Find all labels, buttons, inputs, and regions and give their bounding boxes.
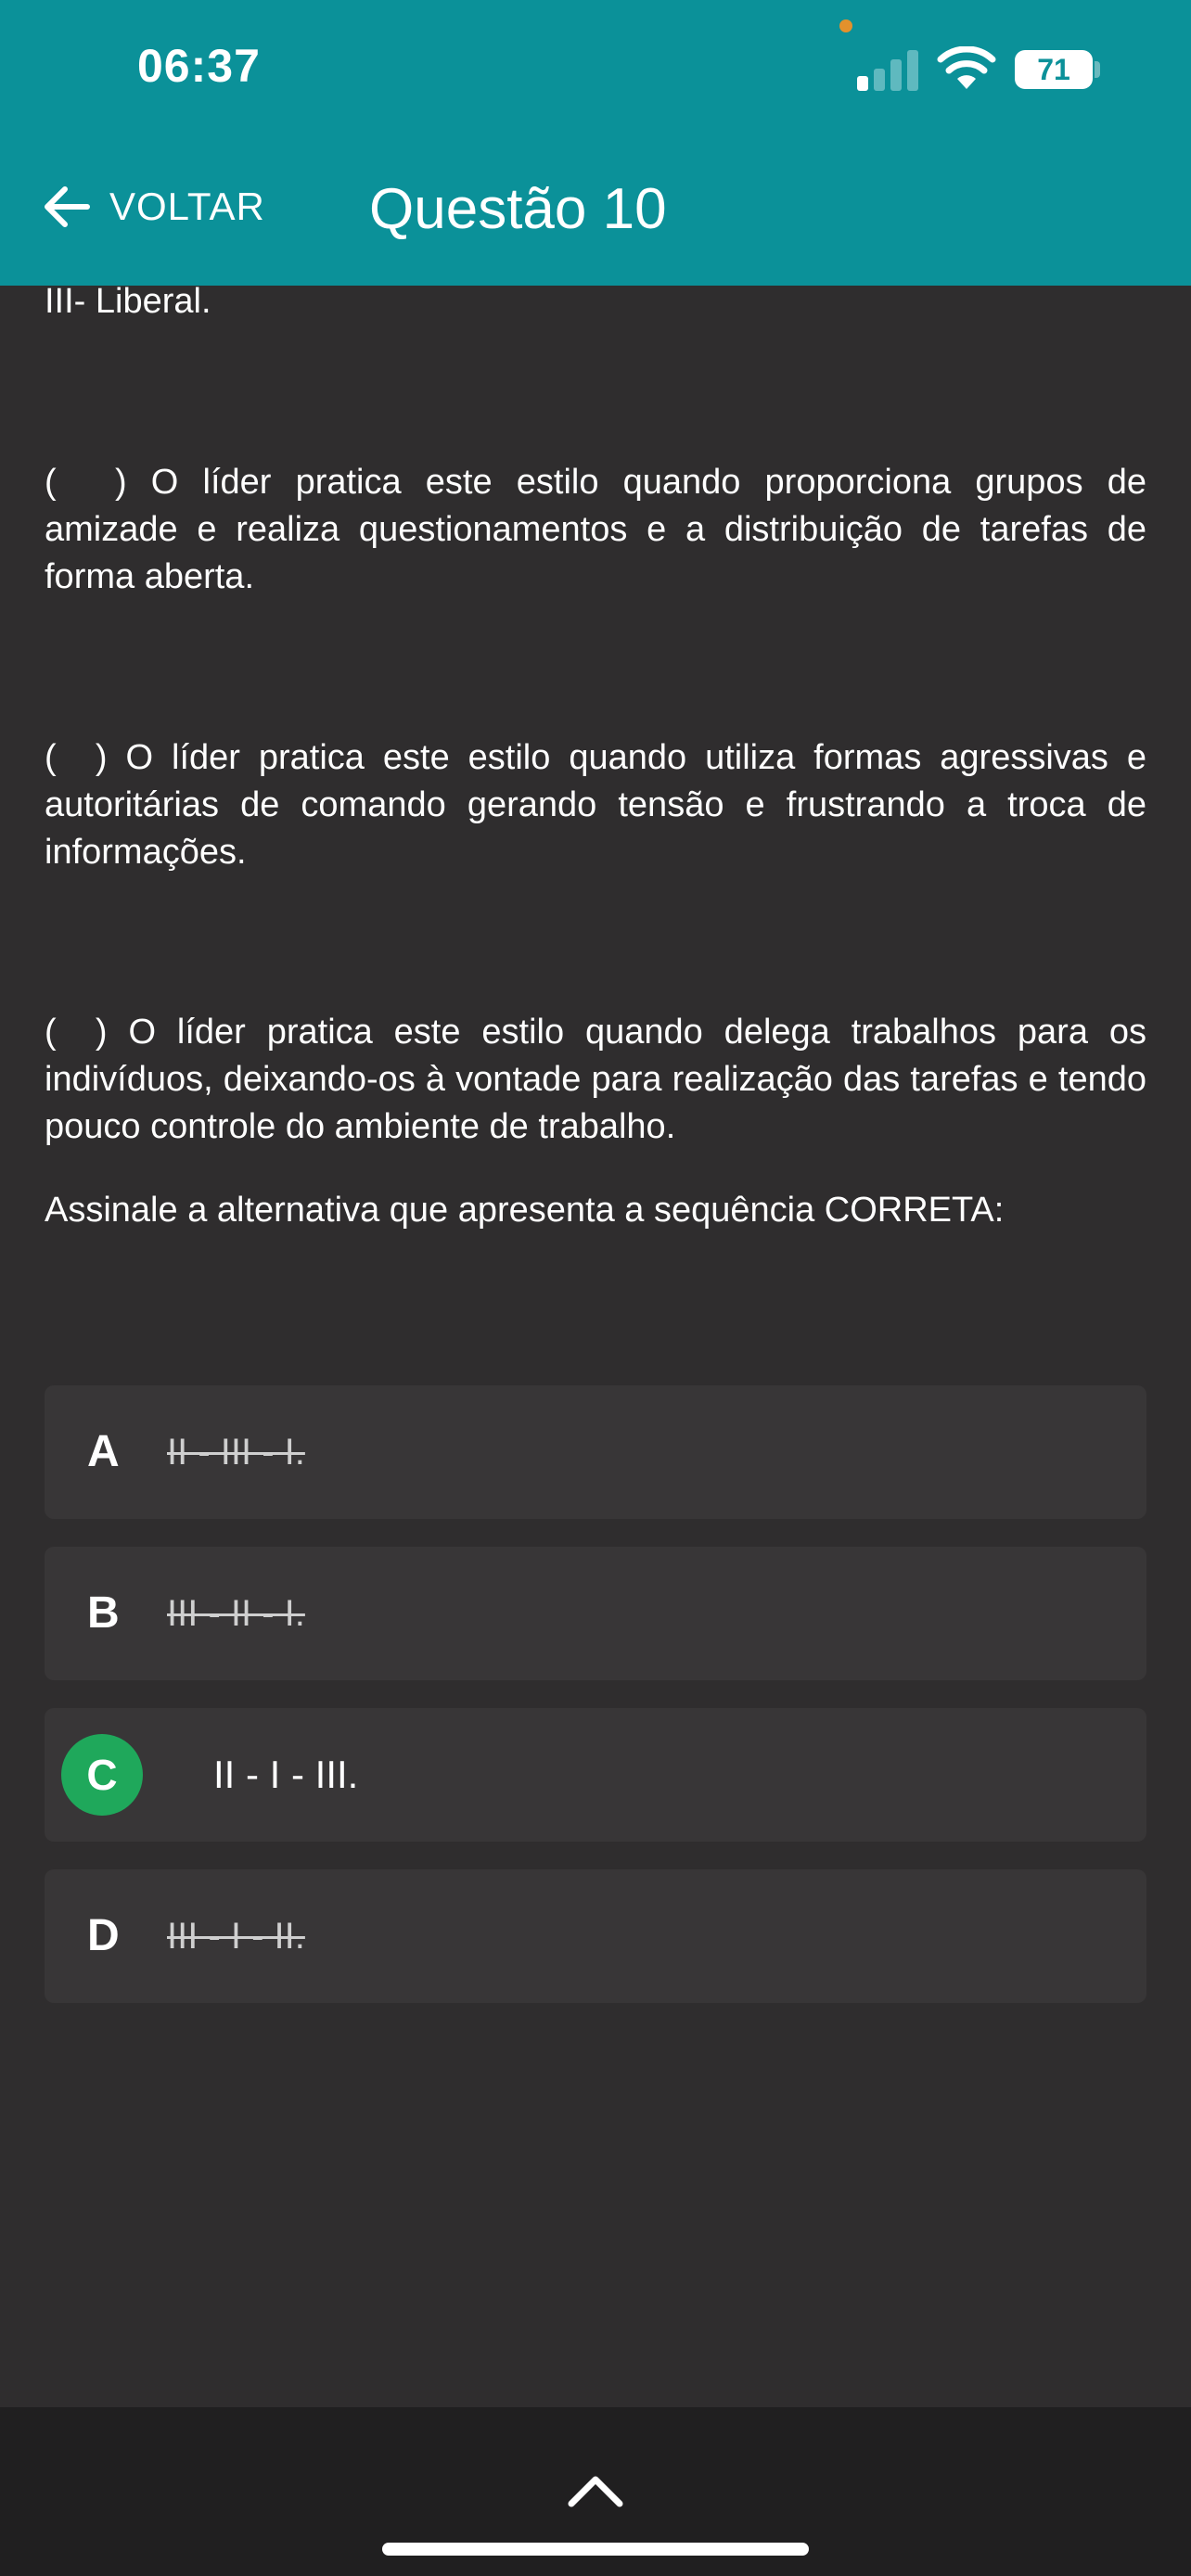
- option-b[interactable]: [45, 1547, 1146, 1680]
- option-a[interactable]: [45, 1385, 1146, 1519]
- statement-1: [45, 459, 1146, 601]
- option-letter: A: [87, 1427, 120, 1476]
- answer-blank: ( ): [45, 738, 108, 777]
- statement-text: O líder pratica este estilo quando proporciona grupos de amizade e realiza questionamentos e a distribuição de tarefas de forma aberta.: [45, 463, 1146, 596]
- status-time: 06:37: [137, 40, 261, 92]
- question-prompt: Assinale a alternativa que apresenta a sequência CORRETA:: [45, 1191, 1005, 1230]
- option-text: III - I - II.: [167, 1916, 305, 1957]
- battery-nub: [1095, 61, 1100, 78]
- chevron-up-icon[interactable]: [566, 2472, 625, 2509]
- statement-2: [45, 734, 1146, 876]
- option-text: II - III - I.: [167, 1432, 305, 1473]
- page-title: Questão 10: [369, 177, 667, 241]
- statement-text: O líder pratica este estilo quando delega trabalhos para os indivíduos, deixando-os à vontade para realização das tarefas e tendo pouco controle do ambiente de trabalho.: [45, 1013, 1146, 1146]
- option-c[interactable]: [45, 1708, 1146, 1842]
- selected-option-badge: C: [61, 1734, 143, 1816]
- cellular-signal-icon: [857, 48, 918, 91]
- app-header: [0, 0, 1191, 286]
- answer-blank: ( ): [45, 1013, 108, 1052]
- option-d[interactable]: [45, 1869, 1146, 2003]
- option-text: III - II - I.: [167, 1593, 305, 1634]
- bottom-bar: [0, 2407, 1191, 2576]
- answer-blank: ( ): [45, 463, 127, 502]
- option-letter: B: [87, 1588, 120, 1638]
- statement-text: O líder pratica este estilo quando utiliza formas agressivas e autoritárias de comando gerando tensão e frustrando a troca de informações.: [45, 738, 1146, 872]
- battery-icon: 71: [1015, 50, 1093, 89]
- back-button[interactable]: [39, 176, 265, 237]
- option-letter: D: [87, 1911, 120, 1960]
- wifi-icon: [937, 46, 996, 91]
- back-label: VOLTAR: [109, 185, 265, 228]
- option-text: II - I - III.: [213, 1753, 359, 1796]
- home-indicator[interactable]: [382, 2543, 809, 2556]
- statement-3: [45, 1009, 1146, 1151]
- camera-indicator-dot: [839, 19, 852, 32]
- question-cut-line: III- Liberal.: [45, 282, 211, 321]
- arrow-left-icon: [39, 179, 95, 235]
